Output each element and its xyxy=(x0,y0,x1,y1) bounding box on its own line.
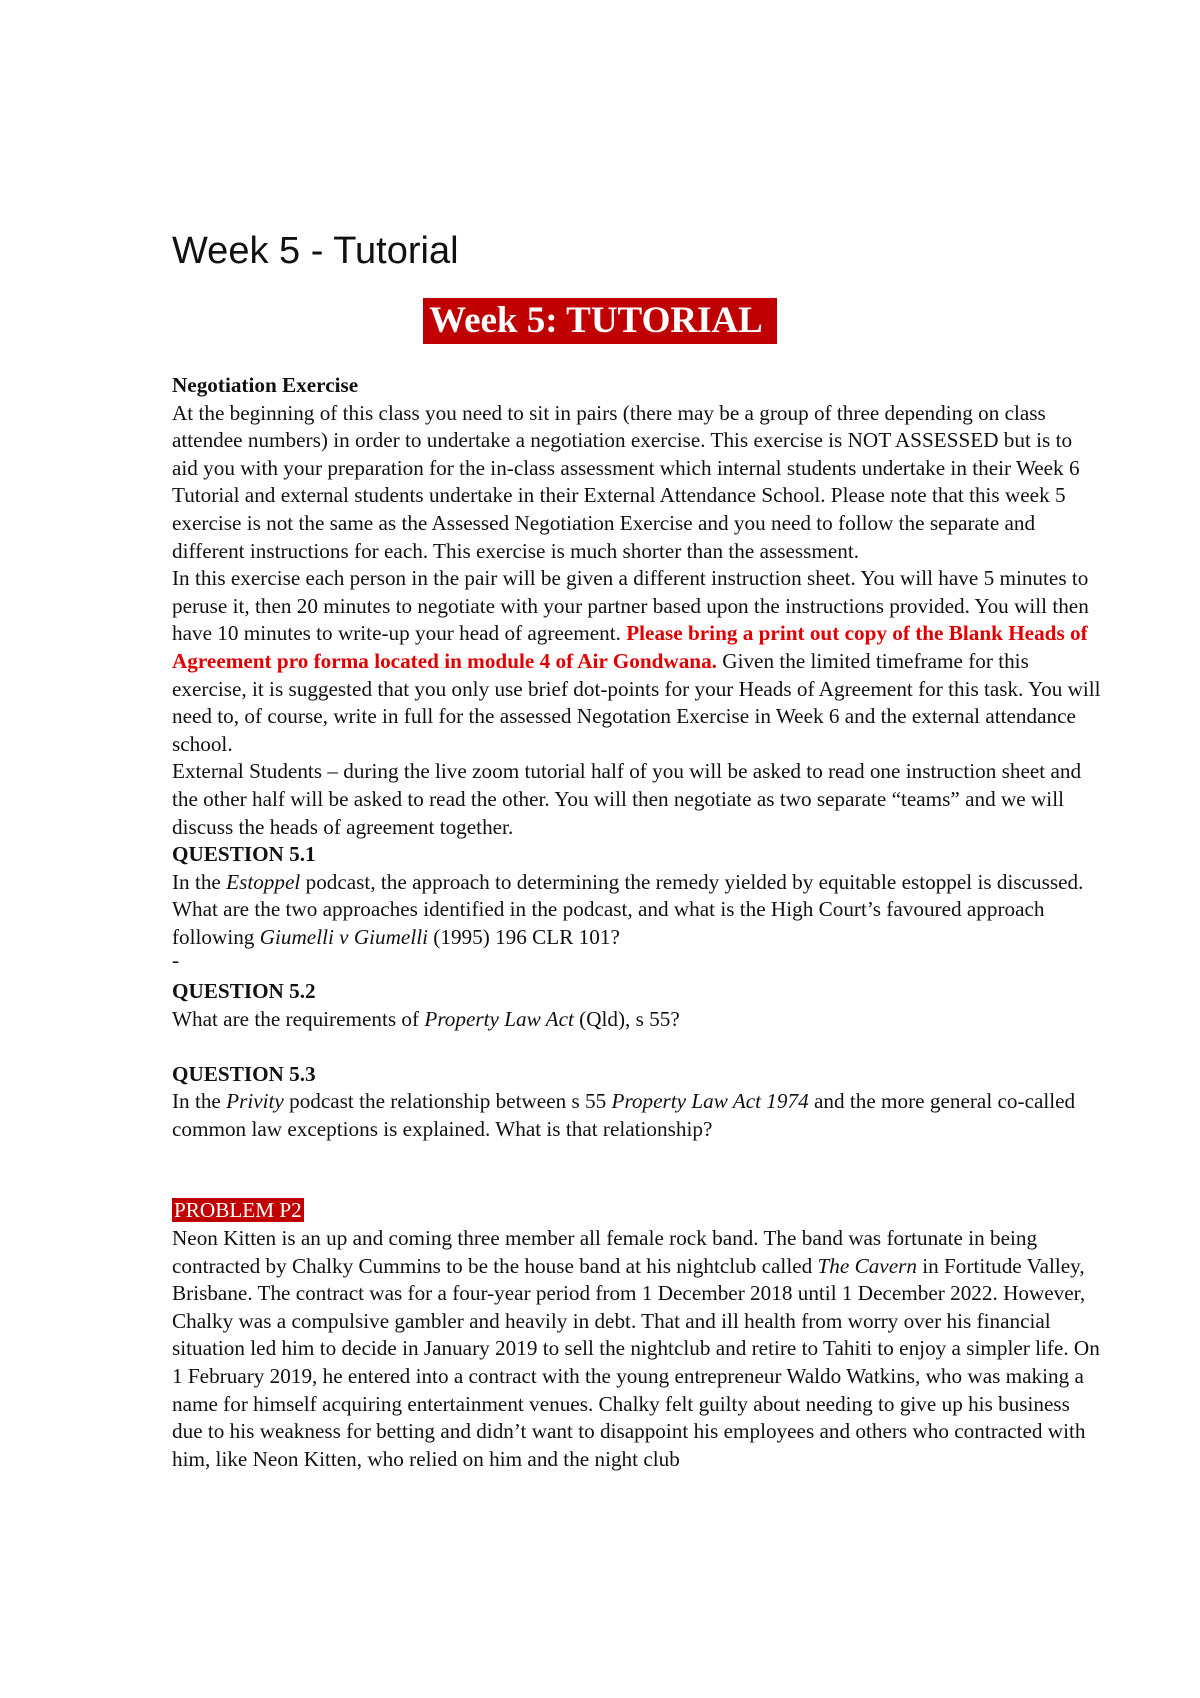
document-title: Week 5 - Tutorial xyxy=(172,230,459,272)
question-5-2-text: What are the requirements of Property Law Act (Qld), s 55? xyxy=(172,1007,680,1032)
problem-label: PROBLEM P2 xyxy=(174,1198,302,1223)
spacer xyxy=(172,1170,1102,1197)
document-body xyxy=(172,372,1102,1473)
spacer xyxy=(172,1143,1102,1170)
problem-text: Neon Kitten is an up and coming three member all female rock band. The band was fortunate in being contracted by Chalky Cummins to be the house band at his nightclub called The Cavern in Fortitude Valley, Brisbane. The contract was for a four-year period from 1 December 2018 until 1 December 2022. However, Chalky was a compulsive gambler and heavily in debt. That and ill health from worry over his financial situation led him to decide in January 2019 to sell the nightclub and retire to Tahiti to enjoy a simpler life. On 1 February 2019, he entered into a contract with the young entrepreneur Waldo Watkins, who was making a name for himself acquiring entertainment venues. Chalky felt guilty about needing to give up his business due to his weakness for betting and didn’t want to disappoint his employees and others who contracted with him, like Neon Kitten, who relied on him and the night club xyxy=(172,1226,1100,1471)
banner-container xyxy=(0,298,1200,344)
print-instruction-highlight: Please bring a print out copy of the Blank Heads of Agreement pro forma located in module 4 of Air Gondwana. xyxy=(172,621,1088,673)
question-5-3-text: In the Privity podcast the relationship between s 55 Property Law Act 1974 and the more general co-called common law exceptions is explained. What is that relationship? xyxy=(172,1089,1076,1141)
spacer xyxy=(172,1034,1102,1061)
negotiation-paragraph-1: At the beginning of this class you need to sit in pairs (there may be a group of three depending on class attendee numbers) in order to undertake a negotiation exercise. This exercise is NOT ASSESSED but is to aid you with your preparation for the in-class assessment which internal students undertake in their Week 6 Tutorial and external students undertake in their External Attendance School. Please note that this week 5 exercise is not the same as the Assessed Negotiation Exercise and you need to follow the separate and different instructions for each. This exercise is much shorter than the assessment. xyxy=(172,400,1080,563)
negotiation-paragraph-3: External Students – during the live zoom tutorial half of you will be asked to read one instruction sheet and the other half will be asked to read the other. You will then negotiate as two separate “teams” and we will discuss the heads of agreement together. xyxy=(172,759,1082,839)
question-5-3-heading: QUESTION 5.3 xyxy=(172,1061,316,1086)
question-5-1-text-b: What are the two approaches identified in the podcast, and what is the High Court’s favoured approach following Giumelli v Giumelli (1995) 196 CLR 101? xyxy=(172,897,1045,949)
question-5-1-heading: QUESTION 5.1 xyxy=(172,842,316,867)
negotiation-heading: Negotiation Exercise xyxy=(172,373,359,397)
problem-heading xyxy=(172,1197,1102,1225)
question-5-1-text-a: In the Estoppel podcast, the approach to determining the remedy yielded by equitable estoppel is discussed. xyxy=(172,869,1084,894)
question-5-2-heading: QUESTION 5.2 xyxy=(172,979,316,1004)
negotiation-paragraph-2: In this exercise each person in the pair will be given a different instruction sheet. You will have 5 minutes to peruse it, then 20 minutes to negotiate with your partner based upon the instructions provided. You will then have 10 minutes to write-up your head of agreement. Please bring a print out copy of the Blank Heads of Agreement pro forma located in module 4 of Air Gondwana. Given the limited timeframe for this exercise, it is suggested that you only use brief dot-points for your Heads of Agreement for this task. You will need to, of course, write in full for the assessed Negotation Exercise in Week 6 and the external attendance school. xyxy=(172,566,1101,756)
separator-dash: - xyxy=(172,948,180,973)
tutorial-banner: Week 5: TUTORIAL xyxy=(423,298,777,344)
